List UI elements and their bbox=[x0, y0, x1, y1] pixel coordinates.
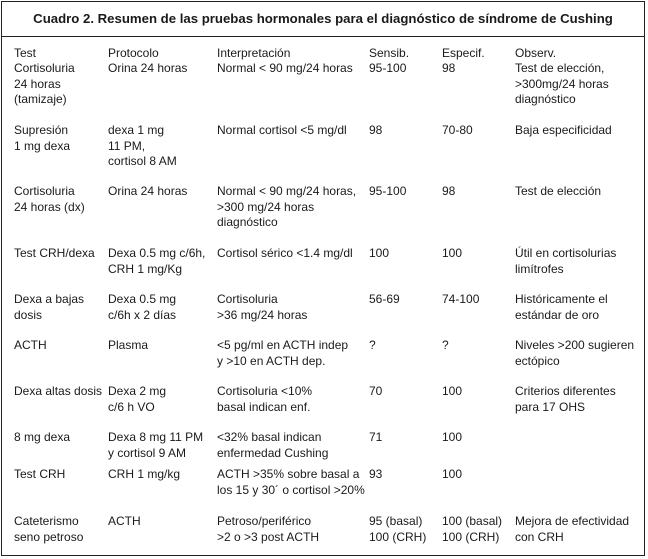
cell-observaciones: Históricamente el estándar de oro bbox=[515, 292, 608, 322]
cell-especificidad: 100 bbox=[442, 467, 463, 481]
cell-interpretacion: Normal cortisol <5 mg/dl bbox=[217, 123, 347, 137]
cell-especificidad: 74-100 bbox=[442, 292, 480, 306]
cell-especificidad: 100 bbox=[442, 246, 463, 260]
cell-test: Dexa altas dosis bbox=[14, 384, 103, 398]
cell-sensibilidad: 56-69 bbox=[369, 292, 400, 306]
cell-test: Supresión 1 mg dexa bbox=[14, 123, 71, 153]
cell-especificidad: 100 (basal) 100 (CRH) bbox=[442, 514, 503, 544]
cell-observaciones: Útil en cortisolurias limítrofes bbox=[515, 246, 617, 276]
table-frame bbox=[1, 1, 645, 556]
cell-sensibilidad: 95-100 bbox=[369, 184, 407, 198]
cell-interpretacion: Normal < 90 mg/24 horas bbox=[217, 61, 353, 75]
cell-sensibilidad: 95 (basal) 100 (CRH) bbox=[369, 514, 427, 544]
header-interpretacion: Interpretación bbox=[217, 46, 291, 60]
table-title: Cuadro 2. Resumen de las pruebas hormonales para el diagnóstico de síndrome de Cushing bbox=[2, 2, 644, 37]
cell-especificidad: 70-80 bbox=[442, 123, 473, 137]
cell-sensibilidad: ? bbox=[369, 338, 376, 352]
header-especificidad: Especif. bbox=[442, 46, 485, 60]
cell-sensibilidad: 95-100 bbox=[369, 61, 407, 75]
cell-interpretacion: ACTH >35% sobre basal a los 15 y 30´ o cortisol >20% bbox=[217, 467, 365, 497]
cell-sensibilidad: 70 bbox=[369, 384, 383, 398]
cell-sensibilidad: 98 bbox=[369, 123, 383, 137]
cell-observaciones: Criterios diferentes para 17 OHS bbox=[515, 384, 616, 414]
header-protocolo: Protocolo bbox=[108, 46, 159, 60]
header-observaciones: Observ. bbox=[515, 46, 557, 60]
header-test: Test bbox=[14, 46, 37, 60]
cell-test: Cortisoluria 24 horas (tamizaje) bbox=[14, 61, 75, 106]
cell-interpretacion: <5 pg/ml en ACTH indep y >10 en ACTH dep. bbox=[217, 338, 349, 368]
cell-observaciones: Mejora de efectividad con CRH bbox=[515, 514, 630, 544]
cell-especificidad: ? bbox=[442, 338, 449, 352]
cell-interpretacion: Cortisoluria <10% basal indican enf. bbox=[217, 384, 313, 414]
cell-especificidad: 98 bbox=[442, 61, 456, 75]
cell-interpretacion: <32% basal indican enfermedad Cushing bbox=[217, 430, 329, 460]
cell-especificidad: 98 bbox=[442, 184, 456, 198]
cell-interpretacion: Normal < 90 mg/24 horas, >300 mg/24 horas diagnóstico bbox=[217, 184, 357, 229]
cell-sensibilidad: 93 bbox=[369, 467, 383, 481]
cell-protocolo: Dexa 8 mg 11 PM y cortisol 9 AM bbox=[108, 430, 204, 460]
cell-test: Cortisoluria 24 horas (dx) bbox=[14, 184, 85, 214]
cell-protocolo: ACTH bbox=[108, 514, 141, 528]
cell-test: Test CRH bbox=[14, 467, 66, 481]
cell-interpretacion: Cortisol sérico <1.4 mg/dl bbox=[217, 246, 353, 260]
cell-observaciones: Test de elección, >300mg/24 horas diagnóstico bbox=[515, 61, 609, 106]
cell-sensibilidad: 71 bbox=[369, 430, 383, 444]
cell-test: Dexa a bajas dosis bbox=[14, 292, 85, 322]
header-sensibilidad: Sensib. bbox=[369, 46, 410, 60]
cell-test: Cateterismo seno petroso bbox=[14, 514, 84, 544]
cell-protocolo: CRH 1 mg/kg bbox=[108, 467, 181, 481]
cell-protocolo: Orina 24 horas bbox=[108, 184, 188, 198]
cell-observaciones: Test de elección bbox=[515, 184, 602, 198]
cell-protocolo: Dexa 0.5 mg c/6h x 2 días bbox=[108, 292, 177, 322]
cell-test: ACTH bbox=[14, 338, 47, 352]
cell-observaciones: Niveles >200 sugieren ectópico bbox=[515, 338, 635, 368]
cell-sensibilidad: 100 bbox=[369, 246, 390, 260]
cell-test: Test CRH/dexa bbox=[14, 246, 95, 260]
cell-interpretacion: Petroso/periférico >2 o >3 post ACTH bbox=[217, 514, 320, 544]
cell-especificidad: 100 bbox=[442, 384, 463, 398]
cell-protocolo: Dexa 0.5 mg c/6h, CRH 1 mg/Kg bbox=[108, 246, 206, 276]
cell-protocolo: Orina 24 horas bbox=[108, 61, 188, 75]
cell-observaciones: Baja especificidad bbox=[515, 123, 612, 137]
cell-interpretacion: Cortisoluria >36 mg/24 horas bbox=[217, 292, 308, 322]
cell-protocolo: Dexa 2 mg c/6 h VO bbox=[108, 384, 167, 414]
cell-test: 8 mg dexa bbox=[14, 430, 71, 444]
cell-especificidad: 100 bbox=[442, 430, 463, 444]
cell-protocolo: dexa 1 mg 11 PM, cortisol 8 AM bbox=[108, 123, 177, 168]
cell-protocolo: Plasma bbox=[108, 338, 149, 352]
